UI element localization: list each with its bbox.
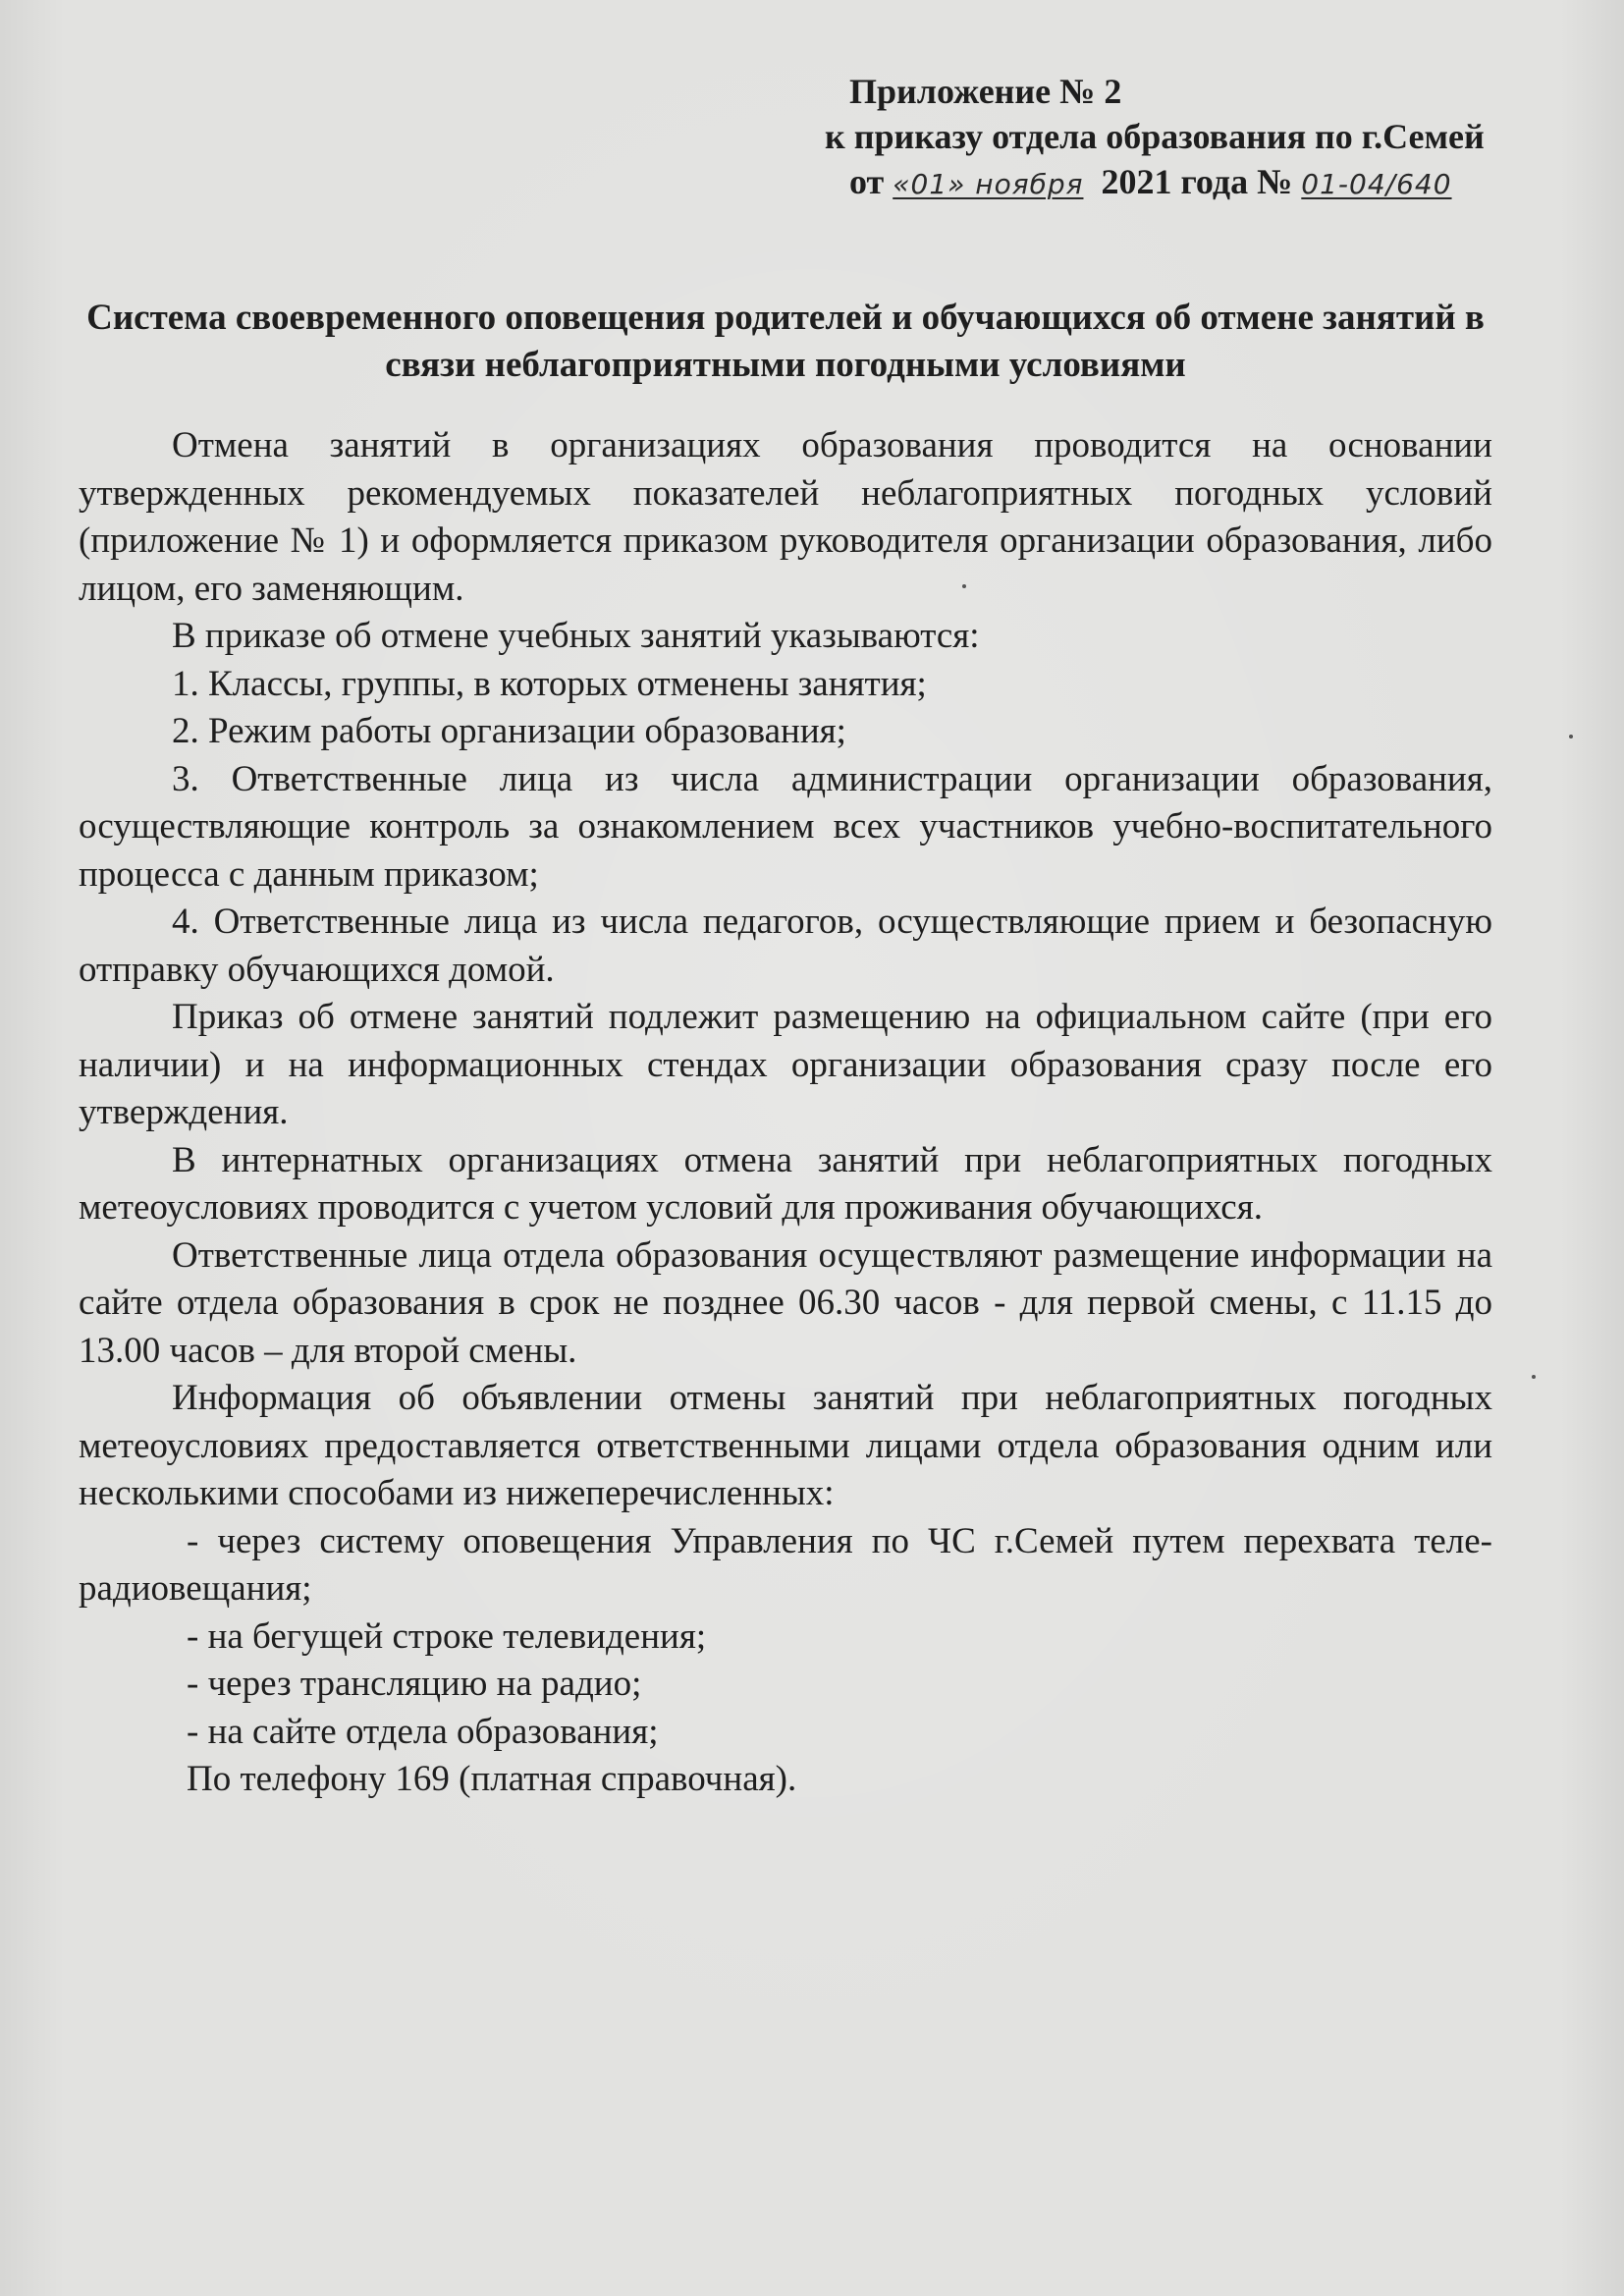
order-reference: к приказу отдела образования по г.Семей	[825, 117, 1485, 156]
handwritten-order-number: 01-04/640	[1301, 168, 1452, 200]
method-emergency-broadcast: - через систему оповещения Управления по ЧС г.Семей путем перехвата теле-радиовещания;	[79, 1520, 1492, 1609]
scan-speck	[1532, 1375, 1536, 1379]
scan-speck	[1569, 735, 1573, 738]
list-item-work-mode: 2. Режим работы организации образования;	[172, 711, 846, 751]
paragraph-order-publication: Приказ об отмене занятий подлежит размещению на официальном сайте (при его наличии) и на информационных стендах организации образования сразу после его утверждения.	[79, 997, 1492, 1132]
method-tv-ticker: - на бегущей строке телевидения;	[187, 1615, 707, 1657]
list-item-classes: 1. Классы, группы, в которых отменены занятия;	[172, 663, 927, 704]
document-title: Система своевременного оповещения родителей и обучающихся об отмене занятий в связи неблагоприятными погодными условиями	[86, 298, 1485, 385]
method-phone: По телефону 169 (платная справочная).	[187, 1759, 797, 1799]
paragraph-website-deadlines: Ответственные лица отдела образования осуществляют размещение информации на сайте отдела образования в срок не позднее 06.30 часов - для первой смены, с 11.15 до 13.00 часов – для второй смены.	[79, 1234, 1492, 1371]
method-website: - на сайте отдела образования;	[187, 1711, 659, 1752]
appendix-header	[766, 69, 1551, 207]
paragraph-cancellation-basis: Отмена занятий в организациях образования проводится на основании утвержденных рекомендуемых показателей неблагоприятных погодных условий (приложение № 1) и оформляется приказом руководителя организации образования, либо лицом, его заменяющим.	[79, 425, 1492, 609]
paragraph-notification-methods: Информация об объявлении отмены занятий при неблагоприятных погодных метеоусловиях предоставляется ответственными лицами отдела образования одним или несколькими способами из нижеперечисленных:	[79, 1378, 1492, 1513]
order-year: 2021 года №	[1083, 162, 1302, 201]
order-date-prefix: от	[849, 162, 893, 201]
order-date-line	[766, 159, 1551, 207]
paragraph-order-contents: В приказе об отмене учебных занятий указываются:	[172, 616, 980, 656]
method-radio: - через трансляцию на радио;	[187, 1664, 642, 1704]
list-item-responsible-admin: 3. Ответственные лица из числа администрации организации образования, осуществляющие контроль за ознакомлением всех участников учебно-воспитательного процесса с данным приказом;	[79, 758, 1492, 895]
appendix-number: Приложение № 2	[849, 72, 1122, 111]
handwritten-date: «01» ноября	[893, 168, 1084, 200]
scan-speck	[962, 584, 966, 588]
document-body	[79, 422, 1492, 1804]
paragraph-boarding-schools: В интернатных организациях отмена занятий при неблагоприятных погодных метеоусловиях проводится с учетом условий для проживания обучающихся.	[79, 1139, 1492, 1228]
list-item-responsible-teachers: 4. Ответственные лица из числа педагогов, осуществляющие прием и безопасную отправку обучающихся домой.	[79, 902, 1492, 990]
